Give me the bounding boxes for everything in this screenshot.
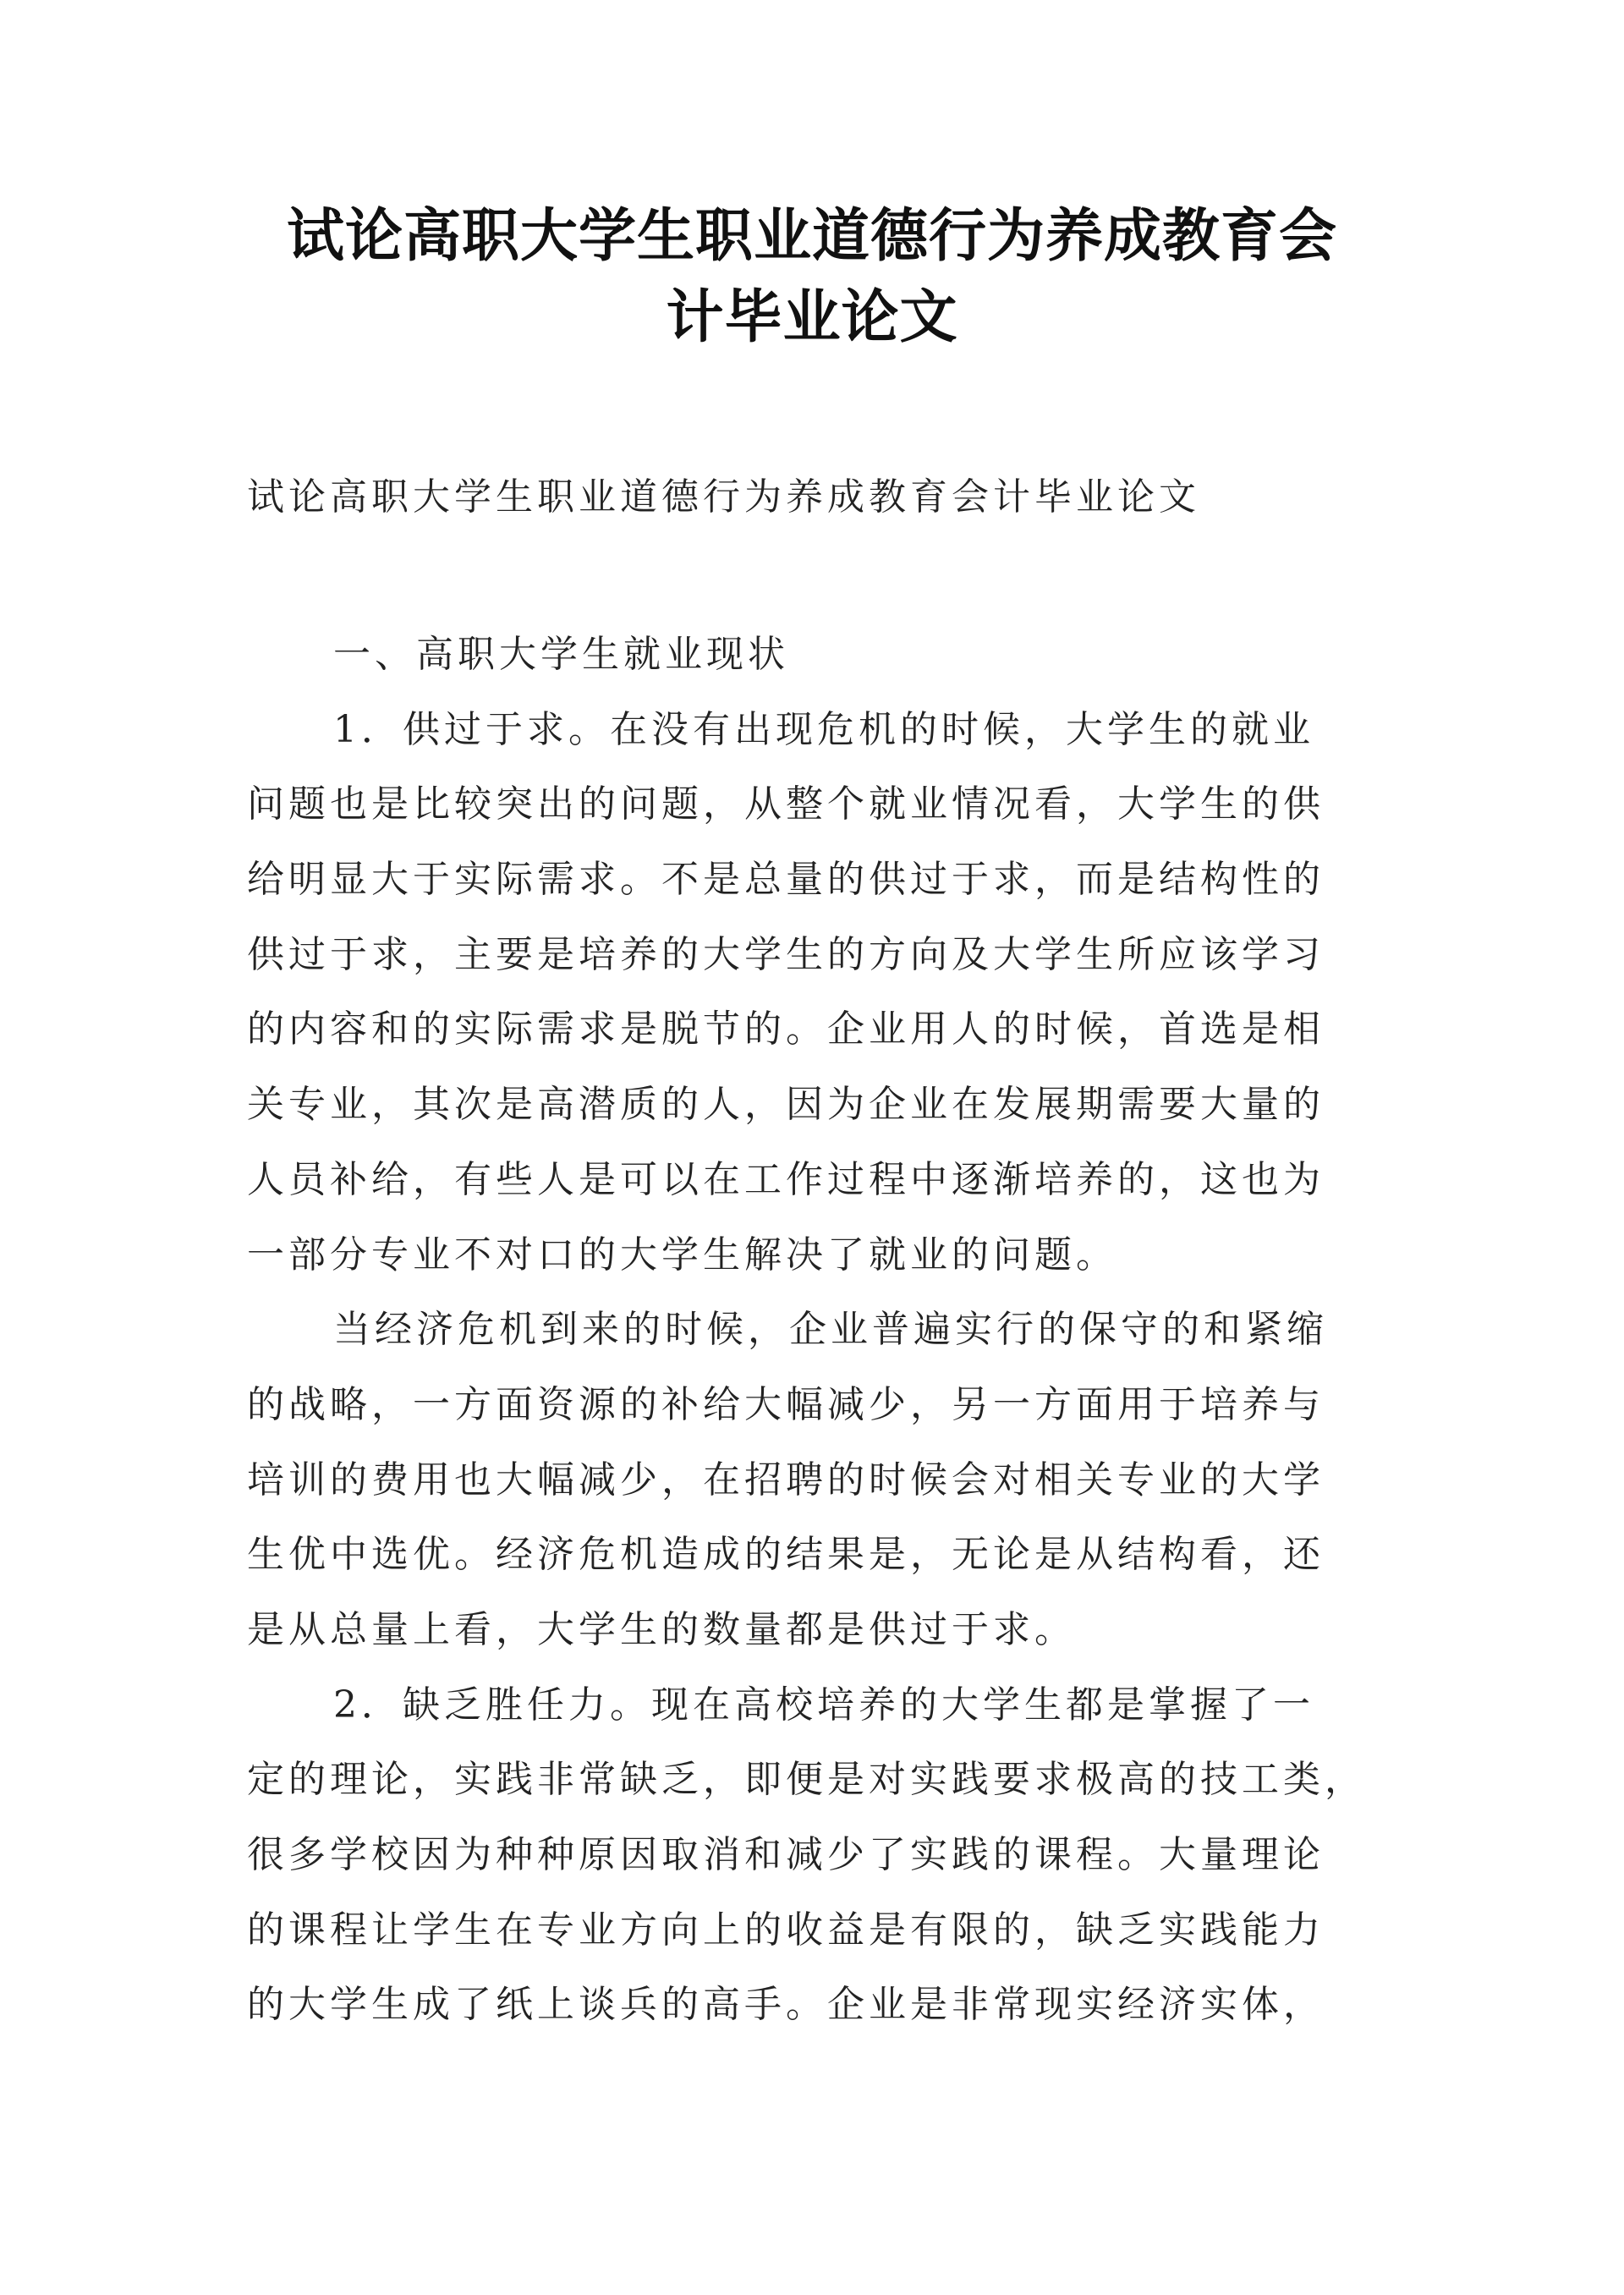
paragraph-line: 定的理论，实践非常缺乏，即便是对实践要求极高的技工类， — [247, 1758, 1366, 1802]
paragraph-2 — [247, 1293, 1414, 1667]
title-line: 试论高职大学生职业道德行为养成教育会 — [286, 203, 1337, 270]
paragraph-line: 1．供过于求。在没有出现危机的时候，大学生的就业 — [333, 707, 1314, 751]
paragraph-line: 给明显大于实际需求。不是总量的供过于求，而是结构性的 — [247, 858, 1325, 902]
section-heading: 一、高职大学生就业现状 — [333, 633, 789, 676]
paragraph-line: 供过于求，主要是培养的大学生的方向及大学生所应该学习 — [247, 932, 1325, 976]
document-subtitle: 试论高职大学生职业道德行为养成教育会计毕业论文 — [247, 475, 1200, 519]
document-body — [247, 618, 1414, 2043]
paragraph-1 — [247, 693, 1414, 1293]
paragraph-line: 很多学校因为种种原因取消和减少了实践的课程。大量理论 — [247, 1833, 1325, 1876]
paragraph-line: 培训的费用也大幅减少，在招聘的时候会对相关专业的大学 — [247, 1458, 1325, 1502]
document-title — [245, 196, 1379, 359]
title-line: 计毕业论文 — [666, 284, 958, 351]
paragraph-line: 的战略，一方面资源的补给大幅减少，另一方面用于培养与 — [247, 1382, 1325, 1426]
paragraph-line: 问题也是比较突出的问题，从整个就业情况看，大学生的供 — [247, 782, 1325, 826]
paragraph-line: 关专业，其次是高潜质的人，因为企业在发展期需要大量的 — [247, 1083, 1325, 1127]
paragraph-line: 生优中选优。经济危机造成的结果是，无论是从结构看，还 — [247, 1533, 1325, 1577]
paragraph-line: 一部分专业不对口的大学生解决了就业的问题。 — [247, 1233, 1117, 1277]
paragraph-3 — [247, 1668, 1414, 2043]
paragraph-line: 2．缺乏胜任力。现在高校培养的大学生都是掌握了一 — [333, 1683, 1314, 1727]
paragraph-line: 当经济危机到来的时候，企业普遍实行的保守的和紧缩 — [333, 1308, 1328, 1352]
paragraph-line: 的课程让学生在专业方向上的收益是有限的，缺乏实践能力 — [247, 1908, 1325, 1952]
paragraph-line: 是从总量上看，大学生的数量都是供过于求。 — [247, 1607, 1076, 1651]
paragraph-line: 的大学生成了纸上谈兵的高手。企业是非常现实经济实体， — [247, 1983, 1325, 2027]
paragraph-line: 人员补给，有些人是可以在工作过程中逐渐培养的，这也为 — [247, 1157, 1325, 1201]
paragraph-line: 的内容和的实际需求是脱节的。企业用人的时候，首选是相 — [247, 1007, 1325, 1051]
